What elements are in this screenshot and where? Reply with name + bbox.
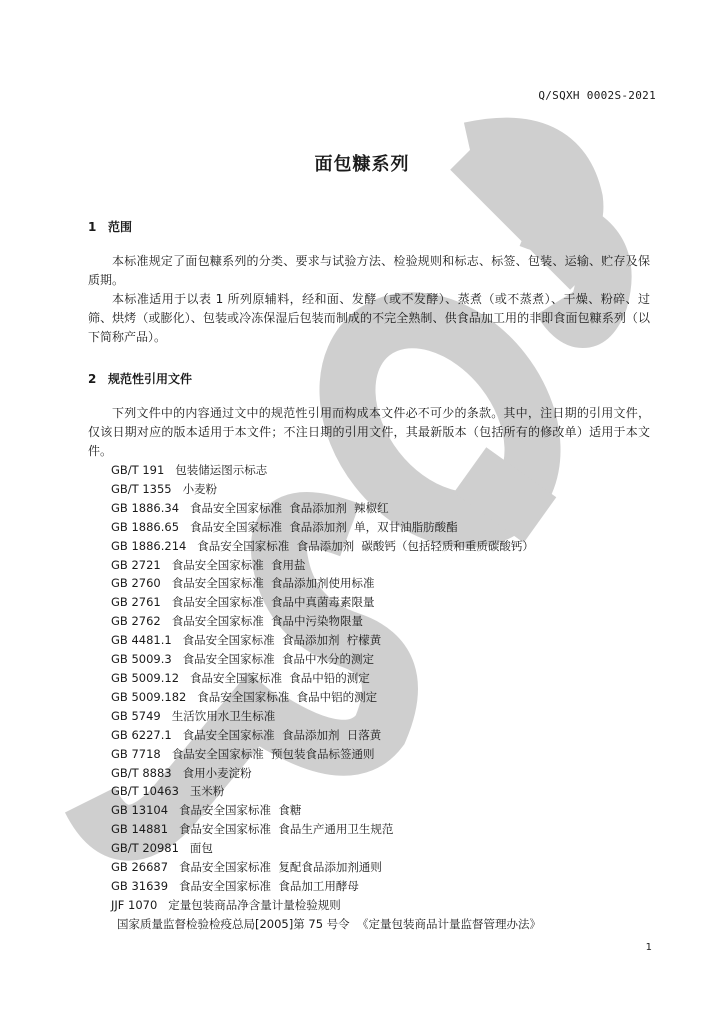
- standard-code: Q/SQXH 0002S-2021: [538, 89, 656, 102]
- reference-item: GB 13104 食品安全国家标准 食糖: [111, 803, 302, 818]
- reference-item: GB 31639 食品安全国家标准 食品加工用酵母: [111, 878, 359, 893]
- reference-item: GB 7718 食品安全国家标准 预包装食品标签通则: [111, 746, 375, 761]
- reference-item: JJF 1070 定量包装商品净含量计量检验规则: [111, 897, 341, 912]
- section-2-heading: [88, 370, 192, 387]
- reference-item: 国家质量监督检验检疫总局[2005]第 75 号令 《定量包装商品计量监督管理办法》: [117, 916, 541, 931]
- reference-item: GB 2721 食品安全国家标准 食用盐: [111, 557, 306, 572]
- reference-item: GB/T 191 包装储运图示标志: [111, 463, 268, 477]
- reference-item: GB 26687 食品安全国家标准 复配食品添加剂通则: [111, 860, 382, 875]
- reference-item: GB 5749 生活饮用水卫生标准: [111, 708, 276, 723]
- section-number: 2: [88, 372, 97, 386]
- reference-list: [111, 461, 541, 934]
- section-title: 范围: [108, 220, 133, 234]
- reference-item: GB 2762 食品安全国家标准 食品中污染物限量: [111, 614, 363, 629]
- reference-item: GB/T 8883 食用小麦淀粉: [111, 765, 252, 780]
- paragraph: 本标准规定了面包糠系列的分类、要求与试验方法、检验规则和标志、标签、包装、运输、贮存及保质期。: [88, 254, 650, 287]
- section-1-heading: [88, 218, 132, 235]
- reference-item: GB 1886.214 食品安全国家标准 食品添加剂 碳酸钙（包括轻质和重质碳酸钙）: [111, 538, 534, 553]
- reference-item: GB 5009.3 食品安全国家标准 食品中水分的测定: [111, 652, 374, 667]
- section-number: 1: [88, 220, 97, 234]
- reference-item: GB 5009.12 食品安全国家标准 食品中铅的测定: [111, 670, 370, 685]
- paragraph: 本标准适用于以表 1 所列原辅料，经和面、发酵（或不发酵）、蒸煮（或不蒸煮）、干燥、粉碎、过筛、烘烤（或膨化）、包装或冷冻保湿后包装而制成的不完全熟制、供食品加工用的非即食面包糠系列（以下简称产品）。: [88, 292, 650, 344]
- page-number: 1: [645, 942, 652, 953]
- reference-item: GB 1886.34 食品安全国家标准 食品添加剂 辣椒红: [111, 500, 389, 515]
- reference-item: GB/T 20981 面包: [111, 841, 213, 856]
- reference-item: GB 2760 食品安全国家标准 食品添加剂使用标准: [111, 576, 375, 591]
- section-title: 规范性引用文件: [108, 372, 193, 386]
- reference-item: GB 4481.1 食品安全国家标准 食品添加剂 柠檬黄: [111, 633, 382, 648]
- reference-item: GB/T 1355 小麦粉: [111, 481, 218, 496]
- document-title: 面包糠系列: [314, 154, 410, 175]
- reference-item: GB 1886.65 食品安全国家标准 食品添加剂 单，双甘油脂肪酸酯: [111, 519, 458, 534]
- reference-item: GB 2761 食品安全国家标准 食品中真菌毒素限量: [111, 595, 375, 610]
- paragraph: 下列文件中的内容通过文中的规范性引用而构成本文件必不可少的条款。其中，注日期的引用文件，仅该日期对应的版本适用于本文件；不注日期的引用文件，其最新版本（包括所有的修改单）适用于本文件。: [88, 406, 650, 458]
- reference-item: GB 6227.1 食品安全国家标准 食品添加剂 日落黄: [111, 727, 382, 742]
- reference-item: GB/T 10463 玉米粉: [111, 784, 225, 799]
- reference-item: GB 14881 食品安全国家标准 食品生产通用卫生规范: [111, 822, 394, 837]
- reference-item: GB 5009.182 食品安全国家标准 食品中铝的测定: [111, 689, 378, 704]
